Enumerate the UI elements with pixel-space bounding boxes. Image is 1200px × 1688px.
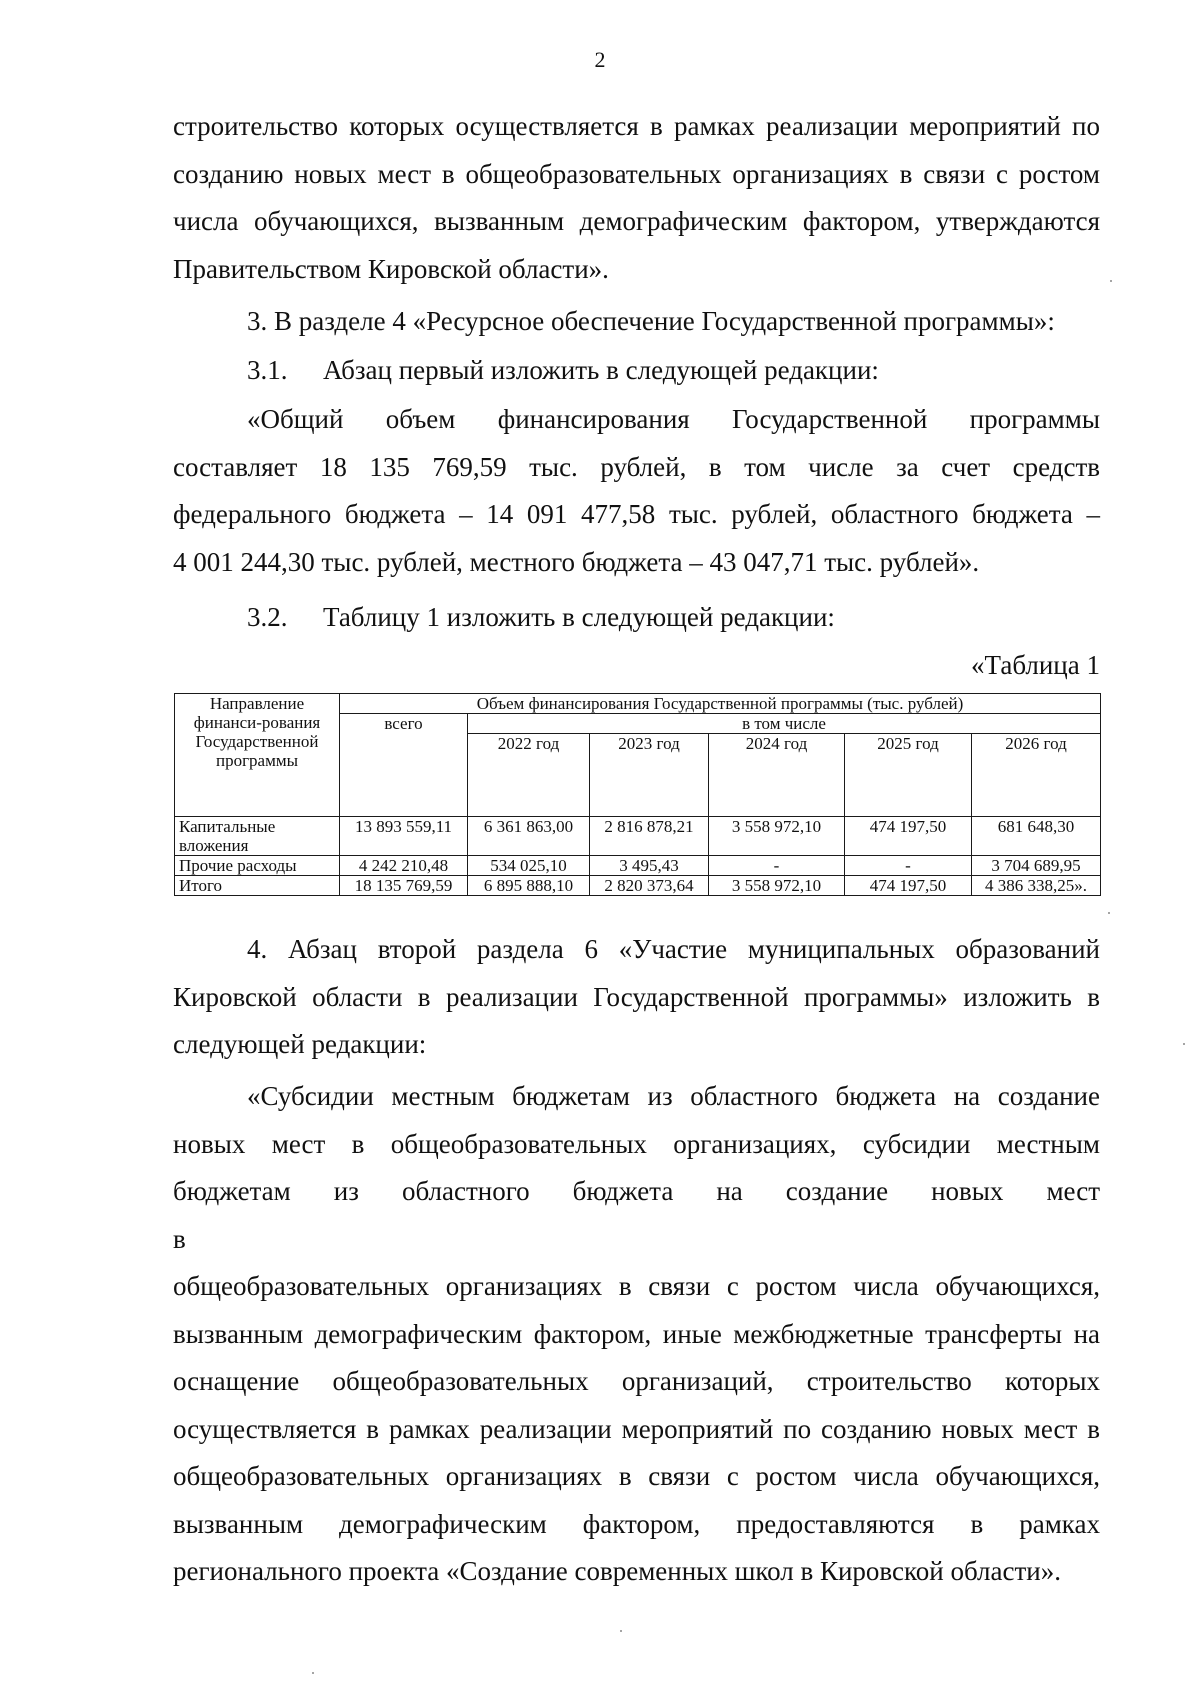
word: объем: [385, 404, 456, 434]
text-line: 4. Абзац второй раздела 6 «Участие муниципальных образований: [247, 934, 1100, 964]
cell-value: -: [709, 856, 845, 876]
text-line: Правительством Кировской области».: [173, 253, 609, 284]
text-line: регионального проекта «Создание современных школ в Кировской области».: [173, 1556, 1061, 1586]
scan-speck: [312, 1672, 314, 1674]
text-line: «Субсидии местным бюджетам из областного бюджета на создание: [247, 1081, 1100, 1111]
item-4: [173, 926, 1100, 1069]
item-3-2-text: Таблицу 1 изложить в следующей редакции:: [323, 602, 835, 632]
quote-2: [173, 1073, 1100, 1596]
item-3-1: [173, 347, 1100, 395]
cell-total: 13 893 559,11: [340, 817, 468, 856]
header-year: 2026 год: [972, 734, 1101, 817]
cell-total: 18 135 769,59: [340, 876, 468, 896]
cell-value: -: [845, 856, 972, 876]
cell-total: 4 242 210,48: [340, 856, 468, 876]
text-line: созданию новых мест в общеобразовательных организациях в связи с ростом: [173, 158, 1100, 189]
text-line: строительство которых осуществляется в рамках реализации мероприятий по: [173, 111, 1100, 141]
header-year: 2025 год: [845, 734, 972, 817]
financing-table: [174, 693, 1101, 896]
word: Государственной: [732, 404, 928, 434]
text-line: бюджетам из областного бюджета на создание новых мест в: [173, 1176, 1100, 1254]
row-label: Итого: [175, 876, 340, 896]
item-3-text: 3. В разделе 4 «Ресурсное обеспечение Государственной программы»:: [247, 306, 1055, 336]
cell-value: 6 361 863,00: [468, 817, 590, 856]
text-line: 4 001 244,30 тыс. рублей, местного бюджета – 43 047,71 тыс. рублей».: [173, 546, 980, 577]
cell-value: 681 648,30: [972, 817, 1101, 856]
text-line: следующей редакции:: [173, 1029, 427, 1059]
cell-value: 4 386 338,25».: [972, 876, 1101, 896]
header-year: 2022 год: [468, 734, 590, 817]
item-3: [173, 298, 1100, 346]
table-header-row: [175, 694, 1101, 714]
header-year: 2024 год: [709, 734, 845, 817]
item-3-2-number: 3.2.: [247, 602, 288, 632]
cell-value: 3 558 972,10: [709, 876, 845, 896]
word: программы: [969, 404, 1100, 434]
scan-speck: [1108, 912, 1110, 914]
cell-value: 474 197,50: [845, 817, 972, 856]
text-line: осуществляется в рамках реализации мероприятий по созданию новых мест в: [173, 1413, 1100, 1444]
table-row: [175, 876, 1101, 896]
item-3-1-text: Абзац первый изложить в следующей редакции:: [323, 355, 879, 385]
header-direction: Направление финанси-рования Государственной программы: [175, 694, 340, 817]
table-caption: [173, 642, 1100, 690]
cell-value: 2 820 373,64: [590, 876, 709, 896]
text-line: Кировской области в реализации Государственной программы» изложить в: [173, 981, 1100, 1012]
top-paragraph: [173, 103, 1100, 293]
word: финансирования: [497, 404, 690, 434]
text-line: числа обучающихся, вызванным демографическим фактором, утверждаются: [173, 206, 1100, 236]
cell-value: 3 558 972,10: [709, 817, 845, 856]
header-volume: Объем финансирования Государственной программы (тыс. рублей): [340, 694, 1101, 714]
cell-value: 6 895 888,10: [468, 876, 590, 896]
header-total: всего: [340, 714, 468, 817]
table-caption-text: «Таблица 1: [971, 650, 1100, 680]
header-including: в том числе: [468, 714, 1101, 734]
quote-1: [173, 396, 1100, 586]
quote-1-first-line: [173, 396, 1100, 444]
text-line: вызванным демографическим фактором, предоставляются в рамках: [173, 1508, 1100, 1539]
cell-value: 3 704 689,95: [972, 856, 1101, 876]
text-line: общеобразовательных организациях в связи с ростом числа обучающихся,: [173, 1461, 1100, 1491]
text-line: вызванным демографическим фактором, иные межбюджетные трансферты на: [173, 1318, 1100, 1349]
item-3-2: [173, 594, 1100, 642]
scan-speck: [1110, 280, 1112, 282]
row-label: Капитальные вложения: [175, 817, 340, 856]
text-line: оснащение общеобразовательных организаций, строительство которых: [173, 1366, 1100, 1396]
word: «Общий: [247, 404, 344, 434]
cell-value: 474 197,50: [845, 876, 972, 896]
scan-speck: [1183, 1043, 1185, 1045]
table-row: [175, 817, 1101, 856]
text-line: федерального бюджета – 14 091 477,58 тыс. рублей, областного бюджета –: [173, 499, 1100, 529]
table-row: [175, 856, 1101, 876]
header-year: 2023 год: [590, 734, 709, 817]
text-line: новых мест в общеобразовательных организациях, субсидии местным: [173, 1128, 1100, 1159]
scan-speck: [620, 1630, 622, 1632]
item-3-1-number: 3.1.: [247, 355, 288, 385]
row-label: Прочие расходы: [175, 856, 340, 876]
text-line: составляет 18 135 769,59 тыс. рублей, в том числе за счет средств: [173, 451, 1100, 482]
cell-value: 3 495,43: [590, 856, 709, 876]
text-line: общеобразовательных организациях в связи с ростом числа обучающихся,: [173, 1271, 1100, 1301]
cell-value: 2 816 878,21: [590, 817, 709, 856]
cell-value: 534 025,10: [468, 856, 590, 876]
page-number: 2: [594, 47, 606, 72]
